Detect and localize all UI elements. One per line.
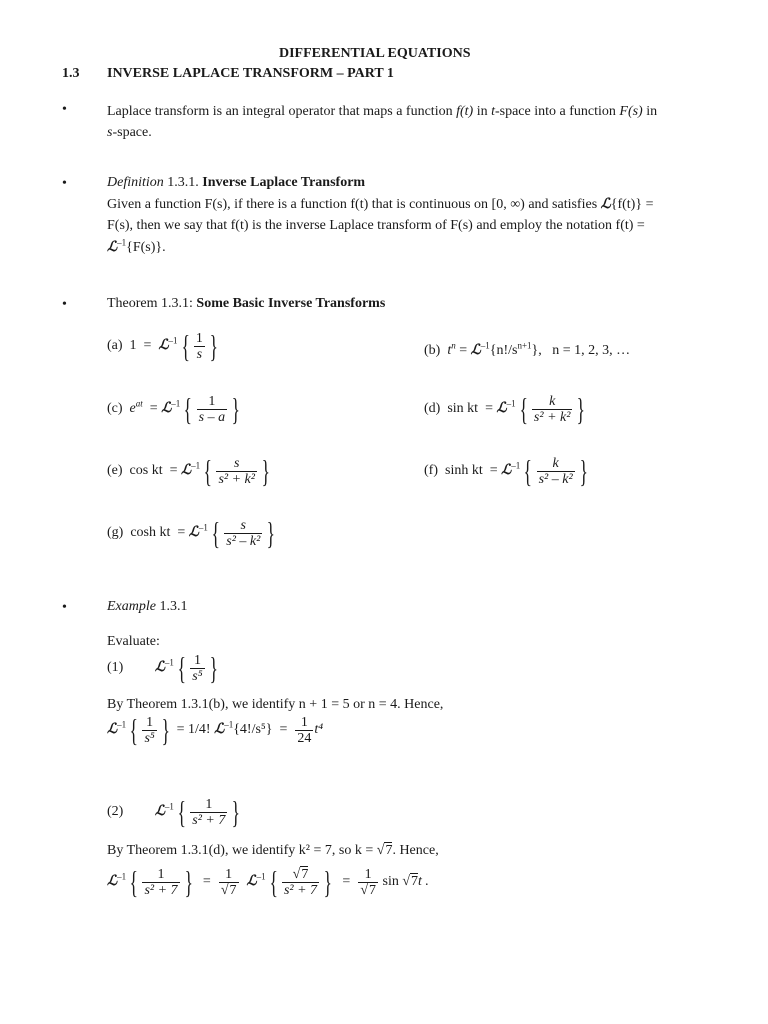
example-evaluate: Evaluate: — [107, 634, 160, 649]
theorem-item-c: (c) $e^{at}$ = ℒ$^{-1}$ { $\frac{1}{s - a}$ } — [107, 391, 240, 427]
theorem-item-g: (g) cosh kt = ℒ$^{-1}$ { $\frac{s}{\text{s² – k²}}$ } — [107, 515, 276, 551]
definition-line-1: Given a function F(s), if there is a function f(t) that is continuous on [0, ∞) and satisfies ℒ{f(t)} = — [107, 196, 654, 212]
section-number: 1.3 — [62, 66, 80, 81]
document-title: DIFFERENTIAL EQUATIONS — [279, 46, 471, 61]
definition-heading: Definition 1.3.1. Inverse Laplace Transform — [107, 175, 366, 190]
example-part-2: (2) ℒ$^{-1}$ { $\frac{1}{\text{s² + 7}}$ } — [107, 794, 241, 830]
bullet-definition: • — [62, 176, 67, 191]
example-part-1-reason: By Theorem 1.3.1(b), we identify n + 1 = 5 or n = 4. Hence, — [107, 697, 444, 712]
example-part-2-solution: ℒ$^{-1}$ { $\frac{1}{\text{s² + 7}}$ } = $\frac{1}{√7}$ ℒ$^{-1}$ { $\frac{√7}{\text{s² + 7}}$ } = $\frac{1}{√7}$ sin √7t . — [107, 864, 429, 900]
example-part-1-solution: ℒ$^{-1}$ { $\frac{1}{\text{s⁵}}$ } = 1/4! ℒ$^{-1}${4!/s⁵} = $\frac{1}{24}$ t⁴ — [107, 712, 324, 748]
definition-line-3: ℒ$^{-1}${F(s)}. — [107, 237, 166, 255]
example-part-2-reason: By Theorem 1.3.1(d), we identify k² = 7, so k = √7. Hence, — [107, 843, 439, 858]
example-part-1: (1) ℒ$^{-1}$ { $\frac{1}{\text{s⁵}}$ } — [107, 650, 218, 686]
theorem-heading: Theorem 1.3.1: Some Basic Inverse Transforms — [107, 296, 386, 311]
theorem-item-a: (a) 1 = ℒ$^{-1}$ { $\frac{1}{s}$ } — [107, 328, 218, 364]
section-title: INVERSE LAPLACE TRANSFORM – PART 1 — [107, 66, 394, 81]
theorem-item-b: (b) $t^n$ = $ℒ^{-1}\{n!/s^{n+1}\}$, n = 1, 2, 3, … — [424, 340, 631, 358]
theorem-item-d: (d) sin kt = ℒ$^{-1}$ { $\frac{k}{\text{s² + k²}}$ } — [424, 391, 586, 427]
example-heading: Example 1.3.1 — [107, 599, 188, 614]
theorem-item-e: (e) cos kt = ℒ$^{-1}$ { $\frac{s}{\text{s² + k²}}$ } — [107, 453, 270, 489]
bullet-example: • — [62, 600, 67, 615]
theorem-item-f: (f) sinh kt = ℒ$^{-1}$ { $\frac{k}{\text{s² – k²}}$ } — [424, 453, 588, 489]
bullet-intro: • — [62, 102, 67, 117]
bullet-theorem: • — [62, 297, 67, 312]
definition-line-2: F(s), then we say that f(t) is the inverse Laplace transform of F(s) and employ the notation f(t) = — [107, 218, 645, 233]
intro-paragraph: Laplace transform is an integral operator that maps a function f(t) in t-space into a function F(s) in s-space. — [107, 104, 658, 140]
